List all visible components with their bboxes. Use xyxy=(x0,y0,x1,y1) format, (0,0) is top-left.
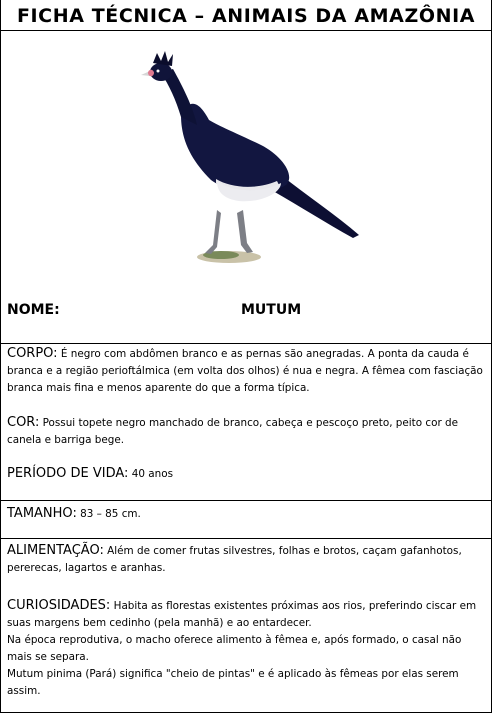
periodo-section xyxy=(7,465,485,483)
curiosidades-paragraph-2: Na época reprodutiva, o macho oferece alimento à fêmea e, após formado, o casal não mais se separa. xyxy=(7,634,462,663)
curiosidades-paragraph-3: Mutum pinima (Pará) significa "cheio de pintas" e é aplicado às fêmeas por elas serem assim. xyxy=(7,668,459,697)
sheet-title: FICHA TÉCNICA – ANIMAIS DA AMAZÔNIA xyxy=(1,0,491,31)
alimentacao-text: Além de comer frutas silvestres, folhas e brotos, caçam gafanhotos, pererecas, lagartos e aranhas. xyxy=(7,545,462,574)
alimentacao-section xyxy=(7,542,485,577)
alimentacao-label: ALIMENTAÇÃO: xyxy=(7,543,104,558)
cor-label: COR: xyxy=(7,415,40,430)
curiosidades-section xyxy=(7,597,485,700)
curiosidades-label: CURIOSIDADES: xyxy=(7,598,111,613)
corpo-text: É negro com abdômen branco e as pernas são anegradas. A ponta da cauda é branca e a região perioftálmica (em volta dos olhos) é nua e negra. A fêmea com fasciação branca mais fina e menos aparente do que a forma típica. xyxy=(7,348,483,394)
curiosidades-text: Habita as florestas existentes próximas aos rios, preferindo ciscar em suas margens bem cedinho (pela manhã) e ao entardecer. xyxy=(7,600,477,629)
tamanho-text: 83 – 85 cm. xyxy=(80,508,141,520)
divider xyxy=(1,500,491,501)
periodo-label: PERÍODO DE VIDA: xyxy=(7,466,129,481)
periodo-text: 40 anos xyxy=(131,468,173,480)
corpo-section xyxy=(7,345,485,397)
divider xyxy=(1,538,491,539)
name-label: NOME: xyxy=(7,302,60,318)
corpo-label: CORPO: xyxy=(7,346,58,361)
tamanho-label: TAMANHO: xyxy=(7,506,77,521)
divider xyxy=(1,343,491,344)
name-row xyxy=(7,302,487,322)
name-value: MUTUM xyxy=(241,302,302,318)
cor-text: Possui topete negro manchado de branco, cabeça e pescoço preto, peito cor de canela e barriga bege. xyxy=(7,417,459,446)
cor-section xyxy=(7,414,485,449)
bird-photo xyxy=(121,45,371,270)
tamanho-section xyxy=(7,505,485,523)
